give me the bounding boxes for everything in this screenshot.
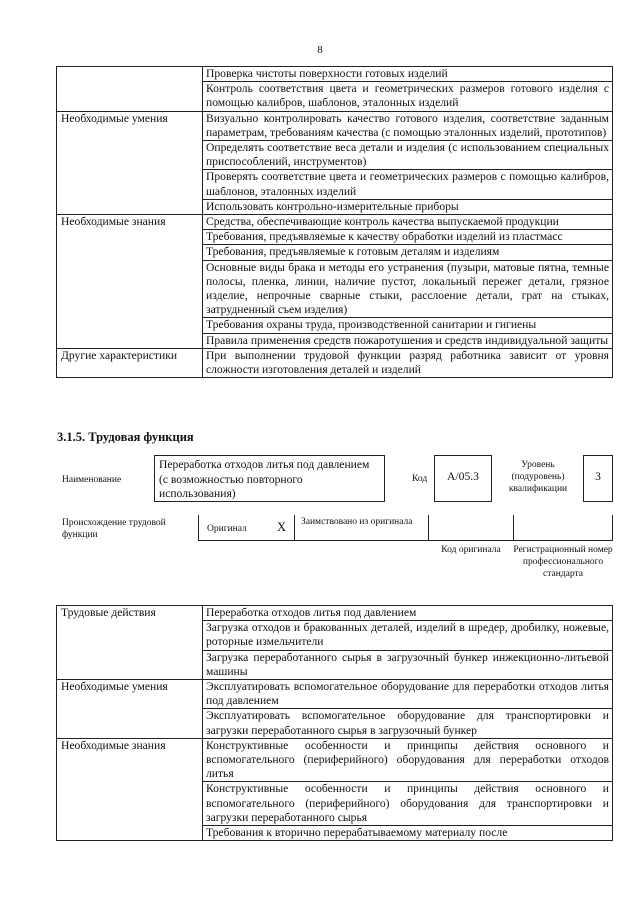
borrowed-label: Заимствовано из оригинала: [301, 517, 413, 527]
table-row: [57, 348, 613, 377]
reg-number-cell: [513, 515, 613, 541]
original-label: Оригинал: [207, 524, 247, 534]
row-label: Необходимые знания: [57, 215, 203, 349]
code-label: Код: [412, 474, 428, 484]
row-item: Проверять соответствие цвета и геометрических размеров с помощью калибров, шаблонов, эталонных изделий: [203, 170, 613, 199]
table-row: [57, 67, 613, 82]
code-original-label: Код оригинала: [441, 545, 501, 555]
reg-number-label: Регистрационный номер профессионального стандарта: [513, 545, 613, 579]
level-box: [583, 455, 613, 502]
original-cell: [198, 515, 295, 541]
row-item: Средства, обеспечивающие контроль качества выпускаемой продукции: [203, 215, 613, 230]
row-item: Требования, предъявляемые к готовым деталям и изделиям: [203, 245, 613, 260]
row-item: Требования охраны труда, производственной санитарии и гигиены: [203, 318, 613, 333]
row-item: Эксплуатировать вспомогательное оборудование для переработки отходов литья под давлением: [203, 680, 613, 709]
page-number: 8: [317, 44, 323, 56]
row-item: Основные виды брака и методы его устранения (пузыри, матовые пятна, темные полосы, пленка, линии, наличие пустот, локальный пережег детали, грязное изделие, непрочные сварные стыки, расслоение детали, грат на стыках, затрудненный съем изделия): [203, 260, 613, 318]
table-row: [57, 111, 613, 140]
name-label: Наименование: [62, 475, 122, 485]
row-label: [57, 67, 203, 112]
row-item: Эксплуатировать вспомогательное оборудование для транспортировки и загрузки переработанного сырья в загрузочный бункер: [203, 709, 613, 738]
row-item: При выполнении трудовой функции разряд работника зависит от уровня сложности изготовления деталей и изделий: [203, 348, 613, 377]
row-item: Конструктивные особенности и принципы действия основного и вспомогательного (периферийного) оборудования для переработки отходов литья: [203, 738, 613, 782]
borrowed-cell: [294, 515, 429, 541]
row-item: Загрузка отходов и бракованных деталей, изделий в шредер, дробилку, ножевые, роторные измельчители: [203, 621, 613, 650]
row-label: Необходимые знания: [57, 738, 203, 840]
origin-label: Происхождение трудовой функции: [62, 518, 166, 540]
table-row: [57, 606, 613, 621]
row-item: Визуально контролировать качество готового изделия, соответствие заданным параметрам, требованиям качества (с помощью эталонных изделий, прототипов): [203, 111, 613, 140]
row-item: Определять соответствие веса детали и изделия (с использованием специальных приспособлений, инструментов): [203, 141, 613, 170]
labor-actions-table: [56, 605, 613, 841]
table-row: [57, 738, 613, 782]
row-item: Требования к вторично перерабатываемому материалу после: [203, 826, 613, 841]
row-label: Другие характеристики: [57, 348, 203, 377]
row-label: Трудовые действия: [57, 606, 203, 680]
table-row: [57, 680, 613, 709]
level-label: Уровень (подуровень) квалификации: [508, 460, 568, 494]
level-value: 3: [595, 470, 601, 483]
code-value: A/05.3: [447, 470, 479, 483]
section-title: 3.1.5. Трудовая функция: [57, 430, 194, 444]
code-box: [434, 455, 492, 502]
name-box: [154, 455, 385, 502]
table-row: [57, 215, 613, 230]
original-mark: X: [277, 520, 287, 534]
competency-table: [56, 66, 613, 378]
row-item: Загрузка переработанного сырья в загрузочный бункер инжекционно-литьевой машины: [203, 650, 613, 679]
row-label: Необходимые умения: [57, 680, 203, 739]
row-item: Контроль соответствия цвета и геометрических размеров готового изделия с помощью калибров, шаблонов, эталонных изделий: [203, 82, 613, 111]
row-item: Требования, предъявляемые к качеству обработки изделий из пластмасс: [203, 230, 613, 245]
function-name: Переработка отходов литья под давлением (с возможностью повторного использования): [159, 458, 370, 500]
row-label: Необходимые умения: [57, 111, 203, 214]
row-item: Использовать контрольно-измерительные приборы: [203, 199, 613, 214]
code-original-cell: [428, 515, 514, 541]
row-item: Правила применения средств пожаротушения и средств индивидуальной защиты: [203, 333, 613, 348]
row-item: Проверка чистоты поверхности готовых изделий: [203, 67, 613, 82]
row-item: Переработка отходов литья под давлением: [203, 606, 613, 621]
row-item: Конструктивные особенности и принципы действия основного и вспомогательного (периферийного) оборудования для транспортировки и загрузки переработанного сырья: [203, 782, 613, 826]
